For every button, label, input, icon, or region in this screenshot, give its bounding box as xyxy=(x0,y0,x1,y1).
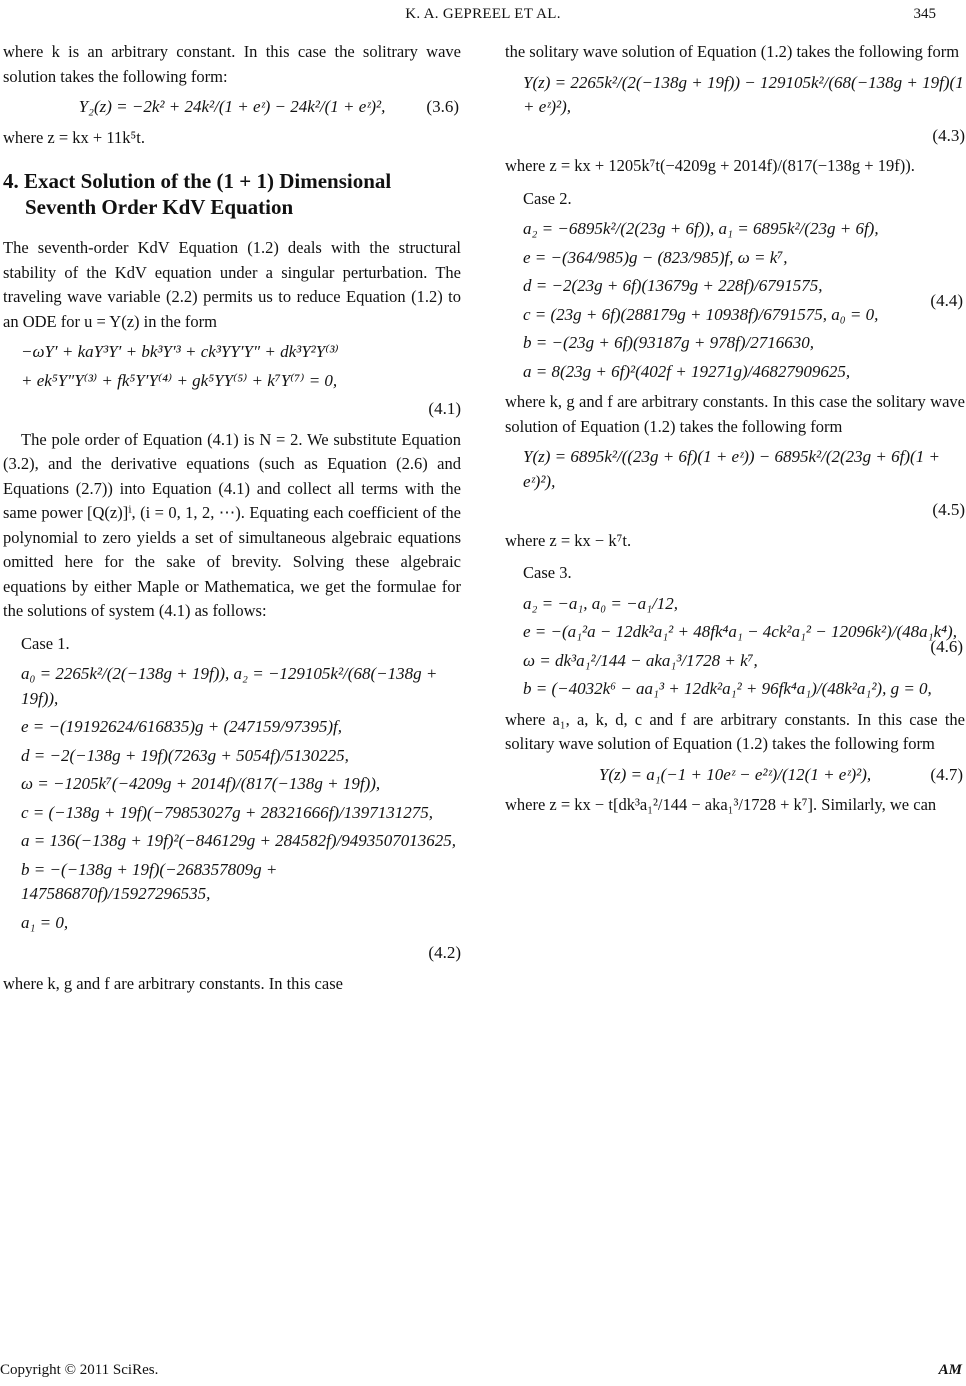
case-1-a1: a₁ = 0, xyxy=(21,912,69,932)
paragraph-solitary-1: the solitary wave solution of Equation (1.2) takes the following form xyxy=(505,42,960,61)
paragraph-where-k: where k is an arbitrary constant. In this case the solitrary wave solution takes the following form: xyxy=(3,42,461,86)
case-1-e: e = −(19192624/616835)g + (247159/97395)f, xyxy=(21,717,343,736)
section-heading-line-2: Seventh Order KdV Equation xyxy=(25,195,294,219)
equation-4-5-number: (4.5) xyxy=(932,500,965,519)
case-3-label: Case 3. xyxy=(523,563,572,582)
paragraph-intro: The seventh-order KdV Equation (1.2) deals with the structural stability of the KdV equation under a singular perturbation. The traveling wave variable (2.2) permits us to reduce Equation (1.2) to an ODE for u = Y(z) in the form xyxy=(3,238,461,331)
left-column xyxy=(3,40,461,998)
case-1-b: b = −(−138g + 19f)(−268357809g + 147586870f)/15927296535, xyxy=(21,859,278,903)
equation-4-4 xyxy=(505,217,965,384)
equation-4-7-body: Y(z) = a₁(−1 + 10eᶻ − e²ᶻ)/(12(1 + eᶻ)²), xyxy=(598,764,872,784)
footer-journal: AM xyxy=(938,1362,962,1378)
equation-4-3 xyxy=(505,71,965,149)
case-1-label: Case 1. xyxy=(21,633,70,653)
equation-4-1-line-2: + ek⁵Y″Y⁽³⁾ + fk⁵Y′Y⁽⁴⁾ + gk⁵YY⁽⁵⁾ + k⁷Y⁽⁷⁾ = 0, xyxy=(21,370,338,390)
case-2-b: b = −(23g + 6f)(93187g + 978f)/2716630, xyxy=(523,333,814,352)
equation-4-7-number: (4.7) xyxy=(930,764,963,784)
paragraph-pole-order: The pole order of Equation (4.1) is N = 2. We substitute Equation (3.2), and the derivative equations (such as Equation (2.6) and Equations (2.7)) into Equation (4.1) and collect all terms with the same power [Q(z)]ⁱ, (i = 0, 1, 2, ⋯). Equating each coefficient of the polynomial to zero yields a set of simultaneous algebraic equations omitted here for the sake of brevity. Solving these algebraic equations by either Maple or Mathematica, we get the formulae for the solutions of system (4.1) as follows: xyxy=(3,429,461,620)
case-3-e: e = −(a₁²a − 12dk²a₁² + 48fk⁴a₁ − 4ck²a₁² − 12096k²)/(48a₁k⁴), xyxy=(523,622,957,641)
running-head-title: K. A. GEPREEL ET AL. xyxy=(405,6,561,22)
case-2-a: a = 8(23g + 6f)²(402f + 19271g)/46827909625, xyxy=(523,361,851,381)
equation-4-5 xyxy=(505,445,965,523)
right-column xyxy=(505,40,965,820)
equation-4-1-line-1: −ωY′ + kaY³Y′ + bk³Y′³ + ck³YY′Y″ + dk³Y²Y⁽³⁾ xyxy=(21,342,339,361)
case-1-a: a = 136(−138g + 19f)²(−846129g + 284582f)/9493507013625, xyxy=(21,831,457,850)
case-3-omega: ω = dk³a₁²/144 − aka₁³/1728 + k⁷, xyxy=(523,650,758,670)
equation-3-6-number: (3.6) xyxy=(426,97,459,116)
paragraph-where-3: where a₁, a, k, d, c and f are arbitrary constants. In this case the solitary wave solution of Equation (1.2) takes the following form xyxy=(505,709,965,753)
where-z-4-7: where z = kx − t[dk³a₁²/144 − aka₁³/1728 + k⁷]. Similarly, we can xyxy=(505,795,937,814)
equation-4-3-number: (4.3) xyxy=(932,125,965,145)
equation-4-6 xyxy=(505,592,965,702)
equation-4-1-number: (4.1) xyxy=(428,399,461,418)
case-2-c: c = (23g + 6f)(288179g + 10938f)/6791575, a₀ = 0, xyxy=(523,304,879,324)
where-z-4-5: where z = kx − k⁷t. xyxy=(505,530,632,550)
equation-4-7 xyxy=(505,763,965,788)
equation-4-3-body: Y(z) = 2265k²/(2(−138g + 19f)) − 129105k²/(68(−138g + 19f)(1 + eᶻ)²), xyxy=(523,72,964,116)
case-1-a0-a2: a₀ = 2265k²/(2(−138g + 19f)), a₂ = −129105k²/(68(−138g + 19f)), xyxy=(21,664,438,708)
where-z-3-6: where z = kx + 11k⁵t. xyxy=(3,127,145,147)
case-2-a2-a1: a₂ = −6895k²/(2(23g + 6f)), a₁ = 6895k²/(23g + 6f), xyxy=(523,219,879,238)
section-heading-4 xyxy=(3,168,461,220)
section-heading-line-1: 4. Exact Solution of the (1 + 1) Dimensional xyxy=(3,169,392,193)
footer-copyright: Copyright © 2011 SciRes. xyxy=(0,1362,159,1378)
case-2-label: Case 2. xyxy=(523,188,572,208)
equation-3-6 xyxy=(3,95,461,120)
equation-3-6-body: Y₂(z) = −2k² + 24k²/(1 + eᶻ) − 24k²/(1 + eᶻ)², xyxy=(78,97,386,116)
case-3-a2-a0: a₂ = −a₁, a₀ = −a₁/12, xyxy=(523,593,679,613)
where-z-4-3: where z = kx + 1205k⁷t(−4209g + 2014f)/(817(−138g + 19f)). xyxy=(505,156,915,175)
case-3-b: b = (−4032k⁶ − aa₁³ + 12dk²a₁² + 96fk⁴a₁)/(48k²a₁²), g = 0, xyxy=(523,679,932,698)
case-2-d: d = −2(23g + 6f)(13679g + 228f)/6791575, xyxy=(523,276,823,295)
equation-4-5-body: Y(z) = 6895k²/((23g + 6f)(1 + eᶻ)) − 6895k²/(2(23g + 6f)(1 + eᶻ)²), xyxy=(523,447,940,491)
paragraph-where-kgf: where k, g and f are arbitrary constants. In this case xyxy=(3,973,343,993)
case-2-e-omega: e = −(364/985)g − (823/985)f, ω = k⁷, xyxy=(523,247,788,267)
equation-4-2 xyxy=(3,662,461,935)
equation-4-2-number: (4.2) xyxy=(428,943,461,962)
case-1-d: d = −2(−138g + 19f)(7263g + 5054f)/5130225, xyxy=(21,745,349,765)
case-1-c: c = (−138g + 19f)(−79853027g + 28321666f)/1397131275, xyxy=(21,802,433,822)
paragraph-where-2: where k, g and f are arbitrary constants. In this case the solitary wave solution of Equation (1.2) takes the following form xyxy=(505,392,965,436)
equation-4-6-number: (4.6) xyxy=(930,636,963,656)
page-number: 345 xyxy=(913,6,936,22)
case-1-omega: ω = −1205k⁷(−4209g + 2014f)/(817(−138g + 19f)), xyxy=(21,774,381,793)
equation-4-1 xyxy=(3,340,461,422)
equation-4-2-number-wrap xyxy=(3,941,461,966)
equation-4-4-number: (4.4) xyxy=(930,290,963,310)
